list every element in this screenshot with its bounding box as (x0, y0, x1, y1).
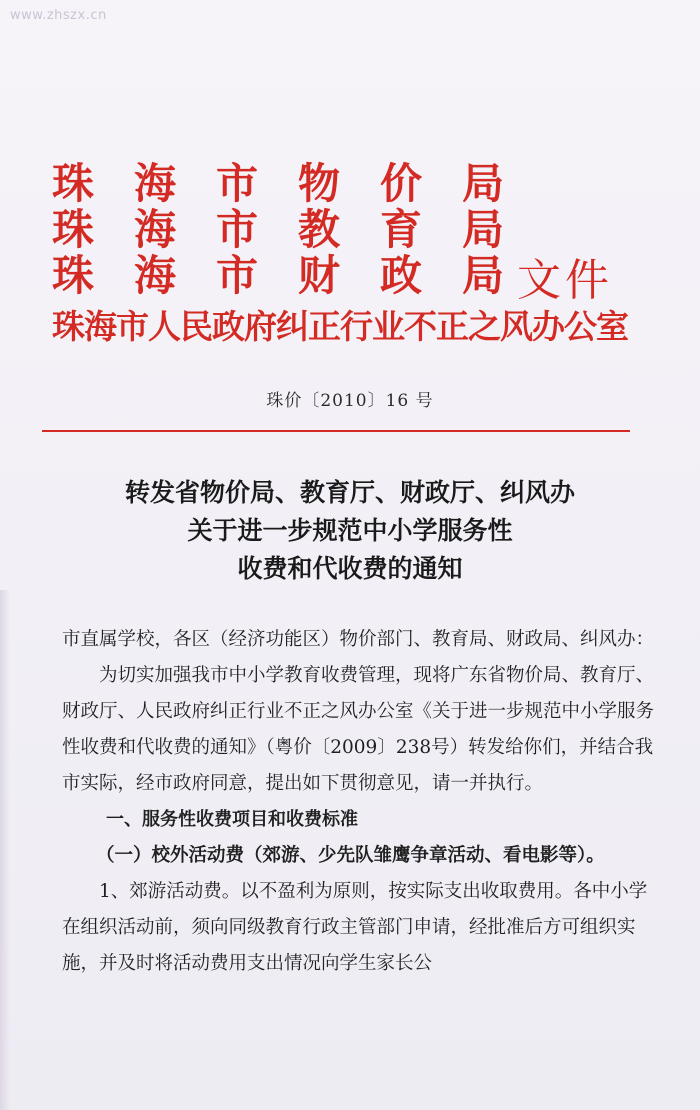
authority-anti-malpractice-office: 珠海市人民政府纠正行业不正之风办公室 (52, 307, 628, 346)
body-paragraph-2: 1、郊游活动费。以不盈利为原则，按实际支出收取费用。各中小学在组织活动前，须向同级教育行政主管部门申请，经批准后方可组织实施，并及时将活动费用支出情况向学生家长公 (62, 881, 648, 974)
body-paragraph-1: 为切实加强我市中小学教育收费管理，现将广东省物价局、教育厅、财政厅、人民政府纠正行业不正之风办公室《关于进一步规范中小学服务性收费和代收费的通知》（粤价〔2009〕238号）转发给你们，并结合我市实际，经市政府同意，提出如下贯彻意见，请一并执行。 (62, 665, 655, 794)
authority-finance-bureau: 珠 海 市 财 政 局 (52, 251, 505, 300)
document-body (62, 622, 662, 982)
watermark: www.zhszx.cn (10, 8, 107, 23)
red-divider-line (42, 430, 630, 432)
title-line-1: 转发省物价局、教育厅、财政厅、纠风办 (124, 478, 575, 507)
subsection-heading-1: （一）校外活动费（郊游、少先队雏鹰争章活动、看电影等）。 (96, 845, 605, 866)
page-edge-shadow (0, 590, 10, 1110)
section-heading-1: 一、服务性收费项目和收费标准 (106, 809, 358, 830)
authority-price-bureau: 珠 海 市 物 价 局 (52, 159, 505, 208)
document-title (0, 474, 700, 588)
title-line-2: 关于进一步规范中小学服务性 (187, 516, 513, 545)
issuing-authorities (52, 160, 652, 360)
document-number: 珠价〔2010〕16 号 (266, 391, 434, 411)
document-type-label: 文件 (517, 255, 613, 306)
title-line-3: 收费和代收费的通知 (237, 554, 463, 583)
recipients: 市直属学校，各区（经济功能区）物价部门、教育局、财政局、纠风办： (62, 629, 655, 650)
authority-education-bureau: 珠 海 市 教 育 局 (52, 205, 505, 254)
